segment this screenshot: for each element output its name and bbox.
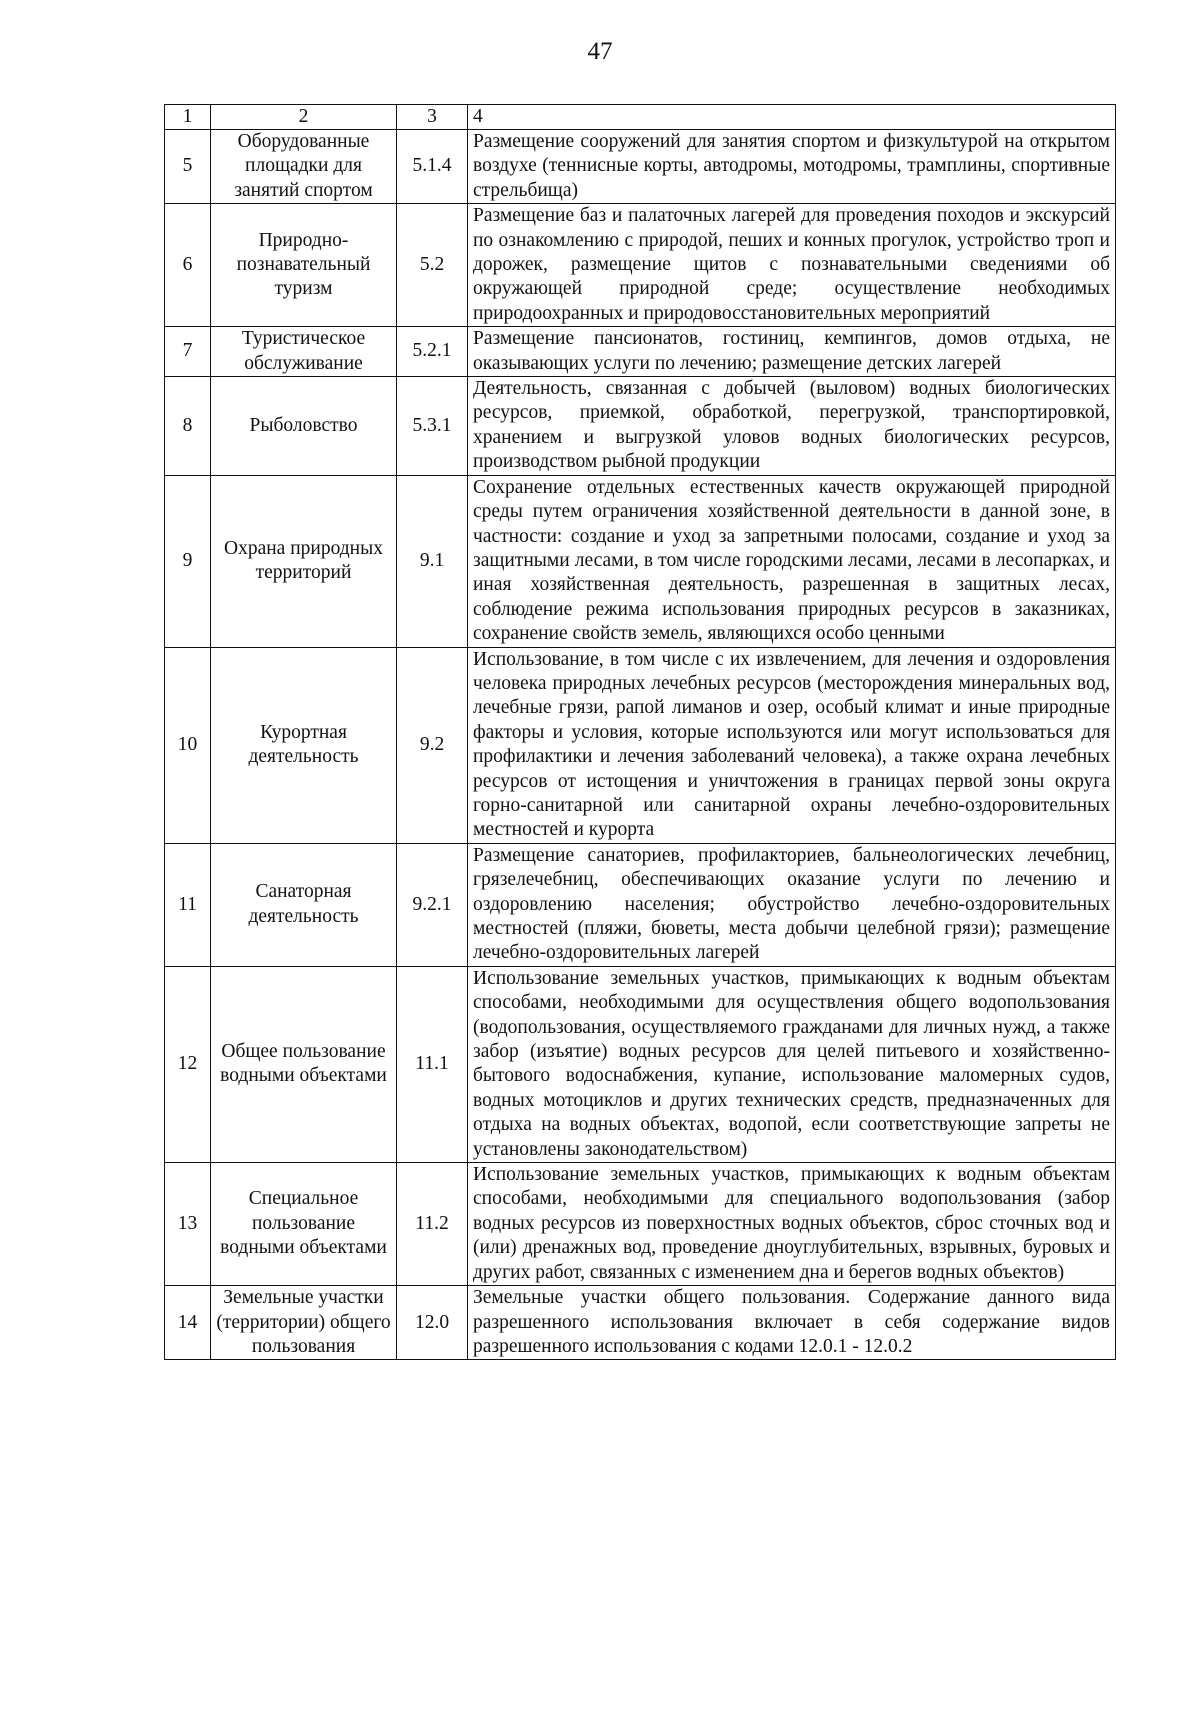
- use-type-description: Деятельность, связанная с добычей (выловом) водных биологических ресурсов, приемкой, обработкой, перегрузкой, транспортировкой, хранением и выгрузкой уловов водных биологических ресурсов, производством рыбной продукции: [468, 377, 1116, 476]
- use-type-name: Специальное пользование водными объектами: [211, 1163, 397, 1286]
- page-number: 47: [587, 38, 613, 65]
- use-type-description: Размещение санаториев, профилакториев, бальнеологических лечебниц, грязелечебниц, обеспечивающих оказание услуги по лечению и оздоровлению населения; обустройство лечебно-оздоровительных местностей (пляжи, бюветы, места добычи целебной грязи); размещение лечебно-оздоровительных лагерей: [468, 843, 1116, 966]
- use-type-name: Охрана природных территорий: [211, 475, 397, 647]
- table-row: [165, 1286, 1116, 1360]
- table-row: [165, 377, 1116, 476]
- row-number: 7: [165, 327, 211, 377]
- header-cell: 3: [397, 105, 468, 130]
- use-type-code: 5.2.1: [397, 327, 468, 377]
- use-type-code: 9.2.1: [397, 843, 468, 966]
- use-type-description: Использование земельных участков, примыкающих к водным объектам способами, необходимыми для специального водопользования (забор водных ресурсов из поверхностных водных объектов, сброс сточных вод и (или) дренажных вод, проведение дноуглубительных, взрывных, буровых и других работ, связанных с изменением дна и берегов водных объектов): [468, 1163, 1116, 1286]
- row-number: 9: [165, 475, 211, 647]
- use-type-description: Сохранение отдельных естественных качеств окружающей природной среды путем ограничения хозяйственной деятельности в данной зоне, в частности: создание и уход за запретными полосами, создание и уход за защитными лесами, в том числе городскими лесами, лесами в лесопарках, и иная хозяйственная деятельность, разрешенная в защитных лесах, соблюдение режима использования природных ресурсов в заказниках, сохранение свойств земель, являющихся особо ценными: [468, 475, 1116, 647]
- use-type-code: 5.1.4: [397, 130, 468, 204]
- row-number: 13: [165, 1163, 211, 1286]
- use-type-name: Туристическое обслуживание: [211, 327, 397, 377]
- table-header-row: [165, 105, 1116, 130]
- header-cell: 2: [211, 105, 397, 130]
- table-row: [165, 647, 1116, 843]
- use-type-description: Земельные участки общего пользования. Содержание данного вида разрешенного использования включает в себя содержание видов разрешенного использования с кодами 12.0.1 - 12.0.2: [468, 1286, 1116, 1360]
- use-type-code: 11.1: [397, 966, 468, 1162]
- table-row: [165, 327, 1116, 377]
- use-type-name: Земельные участки (территории) общего пользования: [211, 1286, 397, 1360]
- use-type-code: 9.2: [397, 647, 468, 843]
- use-type-description: Использование, в том числе с их извлечением, для лечения и оздоровления человека природных лечебных ресурсов (месторождения минеральных вод, лечебные грязи, рапой лиманов и озер, особый климат и иные природные факторы и условия, которые используются или могут использоваться для профилактики и лечения заболеваний человека), а также охрана лечебных ресурсов от истощения и уничтожения в границах первой зоны округа горно-санитарной или санитарной охраны лечебно-оздоровительных местностей и курорта: [468, 647, 1116, 843]
- use-type-name: Общее пользование водными объектами: [211, 966, 397, 1162]
- use-type-description: Размещение сооружений для занятия спортом и физкультурой на открытом воздухе (теннисные корты, автодромы, мотодромы, трамплины, спортивные стрельбища): [468, 130, 1116, 204]
- header-cell: 4: [468, 105, 1116, 130]
- use-type-name: Рыболовство: [211, 377, 397, 476]
- row-number: 5: [165, 130, 211, 204]
- table-row: [165, 1163, 1116, 1286]
- row-number: 14: [165, 1286, 211, 1360]
- use-type-code: 5.2: [397, 204, 468, 327]
- row-number: 11: [165, 843, 211, 966]
- table-row: [165, 475, 1116, 647]
- use-type-code: 12.0: [397, 1286, 468, 1360]
- use-type-name: Природно-познавательный туризм: [211, 204, 397, 327]
- table-row: [165, 130, 1116, 204]
- use-type-description: Использование земельных участков, примыкающих к водным объектам способами, необходимыми для осуществления общего водопользования (водопользования, осуществляемого гражданами для личных нужд, а также забор (изъятие) водных ресурсов для целей питьевого и хозяйственно-бытового водоснабжения, купание, использование маломерных судов, водных мотоциклов и других технических средств, предназначенных для отдыха на водных объектах, водопой, если соответствующие запреты не установлены законодательством): [468, 966, 1116, 1162]
- land-use-table: [164, 104, 1116, 1360]
- use-type-name: Санаторная деятельность: [211, 843, 397, 966]
- use-type-name: Оборудованные площадки для занятий спортом: [211, 130, 397, 204]
- use-type-code: 11.2: [397, 1163, 468, 1286]
- table-row: [165, 843, 1116, 966]
- table-row: [165, 204, 1116, 327]
- row-number: 6: [165, 204, 211, 327]
- row-number: 8: [165, 377, 211, 476]
- header-cell: 1: [165, 105, 211, 130]
- row-number: 12: [165, 966, 211, 1162]
- row-number: 10: [165, 647, 211, 843]
- use-type-description: Размещение баз и палаточных лагерей для проведения походов и экскурсий по ознакомлению с природой, пеших и конных прогулок, устройство троп и дорожек, размещение щитов с познавательными сведениями об окружающей природной среде; осуществление необходимых природоохранных и природовосстановительных мероприятий: [468, 204, 1116, 327]
- table-row: [165, 966, 1116, 1162]
- use-type-name: Курортная деятельность: [211, 647, 397, 843]
- use-type-code: 9.1: [397, 475, 468, 647]
- use-type-description: Размещение пансионатов, гостиниц, кемпингов, домов отдыха, не оказывающих услуги по лечению; размещение детских лагерей: [468, 327, 1116, 377]
- use-type-code: 5.3.1: [397, 377, 468, 476]
